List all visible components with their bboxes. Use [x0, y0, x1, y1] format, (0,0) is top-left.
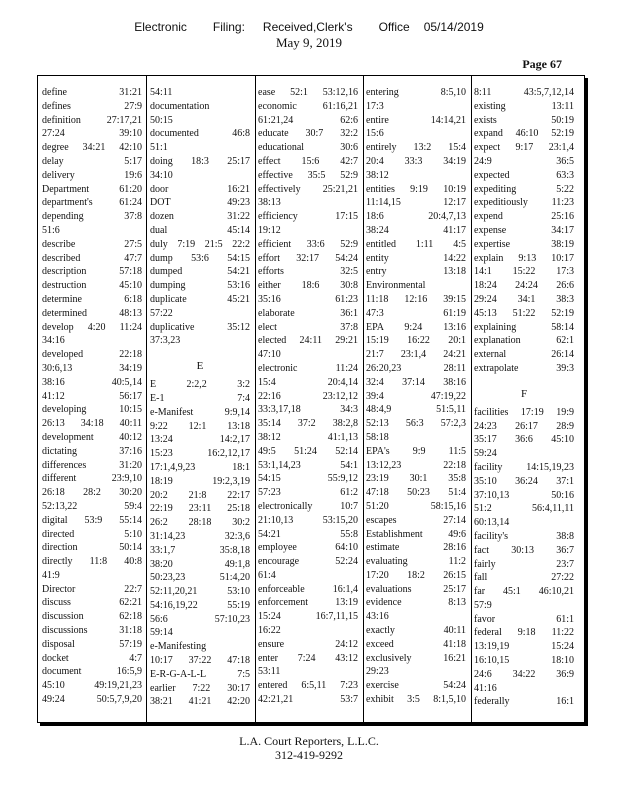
index-entry: entire 14:14,21: [366, 114, 466, 126]
filing-stamp: [0, 20, 618, 50]
index-entry: 34:10: [150, 169, 173, 181]
index-entry: elected 24:11 29:21: [258, 335, 358, 347]
index-entry: 41:9: [42, 569, 60, 581]
index-entry: 37:10,13 50:16: [474, 489, 574, 501]
index-entry: Director 22:7: [42, 583, 142, 595]
index-entry: 24:9 36:5: [474, 155, 574, 167]
page-number: Page 67: [522, 57, 562, 71]
index-entry: 41:16: [474, 682, 497, 694]
index-entry: 8:11 43:5,7,12,14: [474, 87, 574, 98]
section-letter: F: [520, 387, 528, 400]
index-entry: earlier 7:22 30:17: [150, 682, 250, 694]
index-entry: DOT 49:23: [150, 197, 250, 209]
index-entry: delay 5:17: [42, 155, 142, 167]
index-entry: effort 32:17 54:24: [258, 252, 358, 264]
index-entry: determine 6:18: [42, 293, 142, 305]
index-entry: explaining 58:14: [474, 321, 574, 333]
index-entry: expect 9:17 23:1,4: [474, 142, 574, 154]
index-entry: 14:1 15:22 17:3: [474, 266, 574, 278]
index-entry: definition 27:17,21: [42, 114, 142, 126]
index-entry: expertise 38:19: [474, 238, 574, 250]
index-column: [474, 86, 574, 716]
index-entry: estimate 28:16: [366, 542, 466, 554]
index-entry: 22:16 23:12,12: [258, 390, 358, 402]
index-entry: define 31:21: [42, 87, 142, 98]
index-entry: 59:24: [474, 448, 497, 460]
index-entry: different 23:9,10: [42, 473, 142, 485]
index-entry: fact 30:13 36:7: [474, 544, 574, 556]
index-entry: 20:4 33:3 34:19: [366, 155, 466, 167]
index-entry: far 45:1 46:10,21: [474, 586, 574, 598]
index-entry: 47:10: [258, 349, 281, 361]
index-entry: ensure 24:12: [258, 638, 358, 650]
index-entry: efficient 33:6 52:9: [258, 238, 358, 250]
index-entry: 58:18: [366, 431, 389, 443]
index-entry: 53:1,14,23 54:1: [258, 459, 358, 471]
index-entry: 51:20 58:15,16: [366, 500, 466, 512]
index-entry: develop 4:20 11:24: [42, 321, 142, 333]
index-entry: 11:14,15 12:17: [366, 197, 466, 209]
index-entry: described 47:7: [42, 252, 142, 264]
index-entry: evaluating 11:2: [366, 556, 466, 568]
index-entry: E 2:2,2 3:2: [150, 379, 250, 391]
index-entry: developing 10:15: [42, 404, 142, 416]
index-entry: 39:4 47:19,22: [366, 390, 466, 402]
index-entry: 56:6 57:10,23: [150, 613, 250, 625]
filing-word: Filing:: [212, 20, 245, 34]
index-entry: fall 27:22: [474, 572, 574, 584]
index-entry: 34:16: [42, 335, 65, 347]
index-entry: dumped 54:21: [150, 266, 250, 278]
index-entry: 11:18 12:16 39:15: [366, 293, 466, 305]
index-entry: 15:6: [366, 128, 384, 140]
index-entry: 41:12 56:17: [42, 390, 142, 402]
index-entry: employee 64:10: [258, 542, 358, 554]
index-entry: federal 9:18 11:22: [474, 627, 574, 639]
index-entry: entitled 1:11 4:5: [366, 238, 466, 250]
reporter-company: L.A. Court Reporters, L.L.C.: [239, 734, 379, 748]
index-column: [258, 86, 358, 716]
index-entry: dictating 37:16: [42, 445, 142, 457]
index-entry: evidence 8:13: [366, 597, 466, 609]
footer: [0, 734, 618, 762]
index-column: [150, 86, 250, 716]
index-entry: exhibit 3:5 8:1,5,10: [366, 694, 466, 706]
index-frame: [37, 75, 585, 723]
index-entry: 59:14: [150, 627, 173, 639]
index-entry: entering 8:5,10: [366, 87, 466, 98]
index-entry: 13:12,23 22:18: [366, 459, 466, 471]
index-entry: 18:24 24:24 26:6: [474, 280, 574, 292]
filing-line: [0, 20, 618, 35]
index-entry: entered 6:5,11 7:23: [258, 680, 358, 692]
index-entry: 51:2 56:4,11,11: [474, 503, 574, 515]
index-entry: Environmental: [366, 280, 426, 292]
index-entry: developed 22:18: [42, 349, 142, 361]
index-entry: 52:11,20,21 53:10: [150, 586, 250, 598]
index-entry: duly 7:19 21:5 22:2: [150, 238, 250, 250]
index-entry: 21:10,13 53:15,20: [258, 514, 358, 526]
index-column: [42, 86, 142, 716]
index-entry: 54:16,19,22 55:19: [150, 599, 250, 611]
index-entry: 13:19,19 15:24: [474, 641, 574, 653]
index-entry: 48:4,9 51:5,11: [366, 404, 466, 416]
index-entry: explain 9:13 10:17: [474, 252, 574, 264]
index-entry: favor 61:1: [474, 613, 574, 625]
index-entry: destruction 45:10: [42, 280, 142, 292]
index-entry: 51:1: [150, 142, 168, 154]
index-entry: 27:24 39:10: [42, 128, 142, 140]
filing-word: 05/14/2019: [423, 20, 484, 34]
index-entry: 20:2 21:8 22:17: [150, 489, 250, 501]
index-entry: exceed 41:18: [366, 638, 466, 650]
index-entry: 61:4: [258, 569, 276, 581]
index-entry: 29:23: [366, 666, 389, 678]
index-entry: 52:13,22 59:4: [42, 500, 142, 512]
index-entry: 24:23 26:17 28:9: [474, 420, 574, 432]
index-entry: defines 27:9: [42, 100, 142, 112]
index-entry: federally 16:1: [474, 696, 574, 708]
index-entry: 26:18 28:2 30:20: [42, 487, 142, 499]
index-entry: 33:3,17,18 34:3: [258, 404, 358, 416]
index-entry: e-Manifesting: [150, 641, 207, 653]
index-entry: differences 31:20: [42, 459, 142, 471]
index-entry: 30:6,13 34:19: [42, 362, 142, 374]
reporter-phone: 312-419-9292: [275, 748, 343, 762]
index-entry: external 26:14: [474, 349, 574, 361]
index-entry: expend 25:16: [474, 211, 574, 223]
index-entry: 31:14,23 32:3,6: [150, 530, 250, 542]
index-entry: electronically 10:7: [258, 500, 358, 512]
index-entry: EPA's 9:9 11:5: [366, 445, 466, 457]
index-entry: 61:21,24 62:6: [258, 114, 358, 126]
index-entry: 23:19 30:1 35:8: [366, 473, 466, 485]
index-entry: economic 61:16,21: [258, 100, 358, 112]
index-entry: 57:23 61:2: [258, 487, 358, 499]
index-entry: discuss 62:21: [42, 597, 142, 609]
index-entry: 16:22: [258, 625, 281, 637]
index-entry: delivery 19:6: [42, 169, 142, 181]
index-entry: EPA 9:24 13:16: [366, 321, 466, 333]
index-entry: 10:17 37:22 47:18: [150, 655, 250, 667]
index-entry: effect 15:6 42:7: [258, 155, 358, 167]
index-entry: encourage 52:24: [258, 556, 358, 568]
index-entry: efficiency 17:15: [258, 211, 358, 223]
index-entry: e-Manifest 9:9,14: [150, 406, 250, 418]
index-entry: expand 46:10 52:19: [474, 128, 574, 140]
index-entry: dumping 53:16: [150, 280, 250, 292]
index-entry: dual 45:14: [150, 224, 250, 236]
index-entry: enforceable 16:1,4: [258, 583, 358, 595]
index-entry: directly 11:8 40:8: [42, 556, 142, 568]
index-entry: duplicate 45:21: [150, 293, 250, 305]
index-entry: 54:15 55:9,12: [258, 473, 358, 485]
index-entry: 38:20 49:1,8: [150, 558, 250, 570]
index-entry: Department 61:20: [42, 183, 142, 195]
index-entry: extrapolate 39:3: [474, 362, 574, 374]
column-divider: [146, 76, 147, 722]
index-entry: 35:16 61:23: [258, 293, 358, 305]
index-entry: effective 35:5 52:9: [258, 169, 358, 181]
index-entry: 51:6: [42, 224, 60, 236]
index-entry: 42:21,21 53:7: [258, 694, 358, 706]
index-entry: 15:19 16:22 20:1: [366, 335, 466, 347]
index-entry: 43:16: [366, 611, 389, 623]
index-entry: 38:12 41:1,13: [258, 431, 358, 443]
index-entry: expected 63:3: [474, 169, 574, 181]
index-entry: docket 4:7: [42, 652, 142, 664]
section-letter: E: [196, 360, 204, 373]
index-entry: enforcement 13:19: [258, 597, 358, 609]
index-entry: 38:13: [258, 197, 281, 209]
index-entry: 54:11: [150, 87, 173, 98]
filing-word: Electronic: [134, 20, 187, 34]
index-entry: 35:14 37:2 38:2,8: [258, 418, 358, 430]
index-entry: 17:1,4,9,23 18:1: [150, 461, 250, 473]
index-entry: 18:19 19:2,3,19: [150, 475, 250, 487]
index-entry: doing 18:3 25:17: [150, 155, 250, 167]
index-entry: direction 50:14: [42, 542, 142, 554]
index-entry: document 16:5,9: [42, 666, 142, 678]
index-entry: electronic 11:24: [258, 362, 358, 374]
index-entry: 38:16 40:5,14: [42, 376, 142, 388]
index-entry: facility 14:15,19,23: [474, 461, 574, 473]
index-entry: evaluations 25:17: [366, 583, 466, 595]
index-entry: 54:21 55:8: [258, 528, 358, 540]
index-entry: describe 27:5: [42, 238, 142, 250]
index-entry: entry 13:18: [366, 266, 466, 278]
index-entry: elect 37:8: [258, 321, 358, 333]
index-entry: exists 50:19: [474, 114, 574, 126]
index-entry: 13:24 14:2,17: [150, 434, 250, 446]
index-entry: 47:18 50:23 51:4: [366, 487, 466, 499]
filing-date: May 9, 2019: [275, 35, 343, 50]
column-divider: [255, 76, 256, 722]
index-entry: 19:12: [258, 224, 281, 236]
index-entry: 18:6 20:4,7,13: [366, 211, 466, 223]
index-entry: 57:9: [474, 599, 492, 611]
index-entry: 24:6 34:22 36:9: [474, 668, 574, 680]
index-entry: E-R-G-A-L-L 7:5: [150, 668, 250, 680]
index-entry: exclusively 16:21: [366, 652, 466, 664]
index-entry: either 18:6 30:8: [258, 280, 358, 292]
index-entry: Establishment 49:6: [366, 528, 466, 540]
index-entry: fairly 23:7: [474, 558, 574, 570]
index-entry: facilities 17:19 19:9: [474, 406, 574, 418]
index-entry: 52:13 56:3 57:2,3: [366, 418, 466, 430]
index-entry: 49:5 51:24 52:14: [258, 445, 358, 457]
index-entry: digital 53:9 55:14: [42, 514, 142, 526]
index-entry: entirely 13:2 15:4: [366, 142, 466, 154]
index-entry: enter 7:24 43:12: [258, 652, 358, 664]
index-entry: 53:11: [258, 666, 281, 678]
index-entry: documented 46:8: [150, 128, 250, 140]
column-divider: [363, 76, 364, 722]
index-entry: directed 5:10: [42, 528, 142, 540]
index-entry: depending 37:8: [42, 211, 142, 223]
index-entry: dump 53:6 54:15: [150, 252, 250, 264]
index-entry: discussion 62:18: [42, 611, 142, 623]
index-entry: efforts 32:5: [258, 266, 358, 278]
index-entry: expeditiously 11:23: [474, 197, 574, 209]
index-entry: documentation: [150, 100, 210, 112]
index-entry: exercise 54:24: [366, 680, 466, 692]
index-entry: 38:24 41:17: [366, 224, 466, 236]
index-entry: 49:24 50:5,7,9,20: [42, 694, 142, 706]
index-entry: 17:3: [366, 100, 384, 112]
index-entry: 50:15: [150, 114, 173, 126]
index-entry: 45:10 49:19,21,23: [42, 680, 142, 692]
index-entry: description 57:18: [42, 266, 142, 278]
index-entry: 60:13,14: [474, 517, 510, 529]
index-entry: discussions 31:18: [42, 625, 142, 637]
index-entry: entity 14:22: [366, 252, 466, 264]
index-column: [366, 86, 466, 716]
index-entry: 15:23 16:2,12,17: [150, 448, 250, 460]
filing-word: Office: [378, 20, 410, 34]
index-entry: 38:12: [366, 169, 389, 181]
index-entry: educational 30:6: [258, 142, 358, 154]
index-entry: 47:3 61:19: [366, 307, 466, 319]
index-entry: 37:3,23: [150, 335, 181, 347]
index-entry: 35:10 36:24 37:1: [474, 475, 574, 487]
index-entry: escapes 27:14: [366, 514, 466, 526]
index-entry: 35:17 36:6 45:10: [474, 434, 574, 446]
index-entry: 26:2 28:18 30:2: [150, 517, 250, 529]
index-entry: 57:22: [150, 307, 173, 319]
index-entry: 17:20 18:2 26:15: [366, 569, 466, 581]
index-entry: expense 34:17: [474, 224, 574, 236]
index-entry: E-1 7:4: [150, 392, 250, 404]
column-divider: [471, 76, 472, 722]
index-entry: 45:13 51:22 52:19: [474, 307, 574, 319]
index-entry: 50:23,23 51:4,20: [150, 572, 250, 584]
index-entry: duplicative 35:12: [150, 321, 250, 333]
index-entry: entities 9:19 10:19: [366, 183, 466, 195]
index-entry: 29:24 34:1 38:3: [474, 293, 574, 305]
index-entry: explanation 62:1: [474, 335, 574, 347]
index-entry: 26:20,23 28:11: [366, 362, 466, 374]
index-entry: 33:1,7 35:8,18: [150, 544, 250, 556]
index-entry: effectively 25:21,21: [258, 183, 358, 195]
index-entry: existing 13:11: [474, 100, 574, 112]
index-entry: development 40:12: [42, 431, 142, 443]
index-entry: 22:19 23:11 25:18: [150, 503, 250, 515]
index-entry: determined 48:13: [42, 307, 142, 319]
filing-word: Received,Clerk's: [262, 20, 353, 34]
index-entry: disposal 57:19: [42, 638, 142, 650]
index-entry: dozen 31:22: [150, 211, 250, 223]
index-entry: degree 34:21 42:10: [42, 142, 142, 154]
index-entry: 16:10,15 18:10: [474, 655, 574, 667]
index-entry: department's 61:24: [42, 197, 142, 209]
index-entry: 15:24 16:7,11,15: [258, 611, 358, 623]
index-entry: 21:7 23:1,4 24:21: [366, 349, 466, 361]
index-entry: 26:13 34:18 40:11: [42, 418, 142, 430]
index-entry: 32:4 37:14 38:16: [366, 376, 466, 388]
index-entry: door 16:21: [150, 183, 250, 195]
index-entry: ease 52:1 53:12,16: [258, 87, 358, 98]
index-entry: exactly 40:11: [366, 625, 466, 637]
index-entry: elaborate 36:1: [258, 307, 358, 319]
index-entry: facility's 38:8: [474, 530, 574, 542]
index-entry: 38:21 41:21 42:20: [150, 696, 250, 708]
index-entry: educate 30:7 32:2: [258, 128, 358, 140]
index-entry: 15:4 20:4,14: [258, 376, 358, 388]
index-entry: expediting 5:22: [474, 183, 574, 195]
index-entry: 9:22 12:1 13:18: [150, 420, 250, 432]
